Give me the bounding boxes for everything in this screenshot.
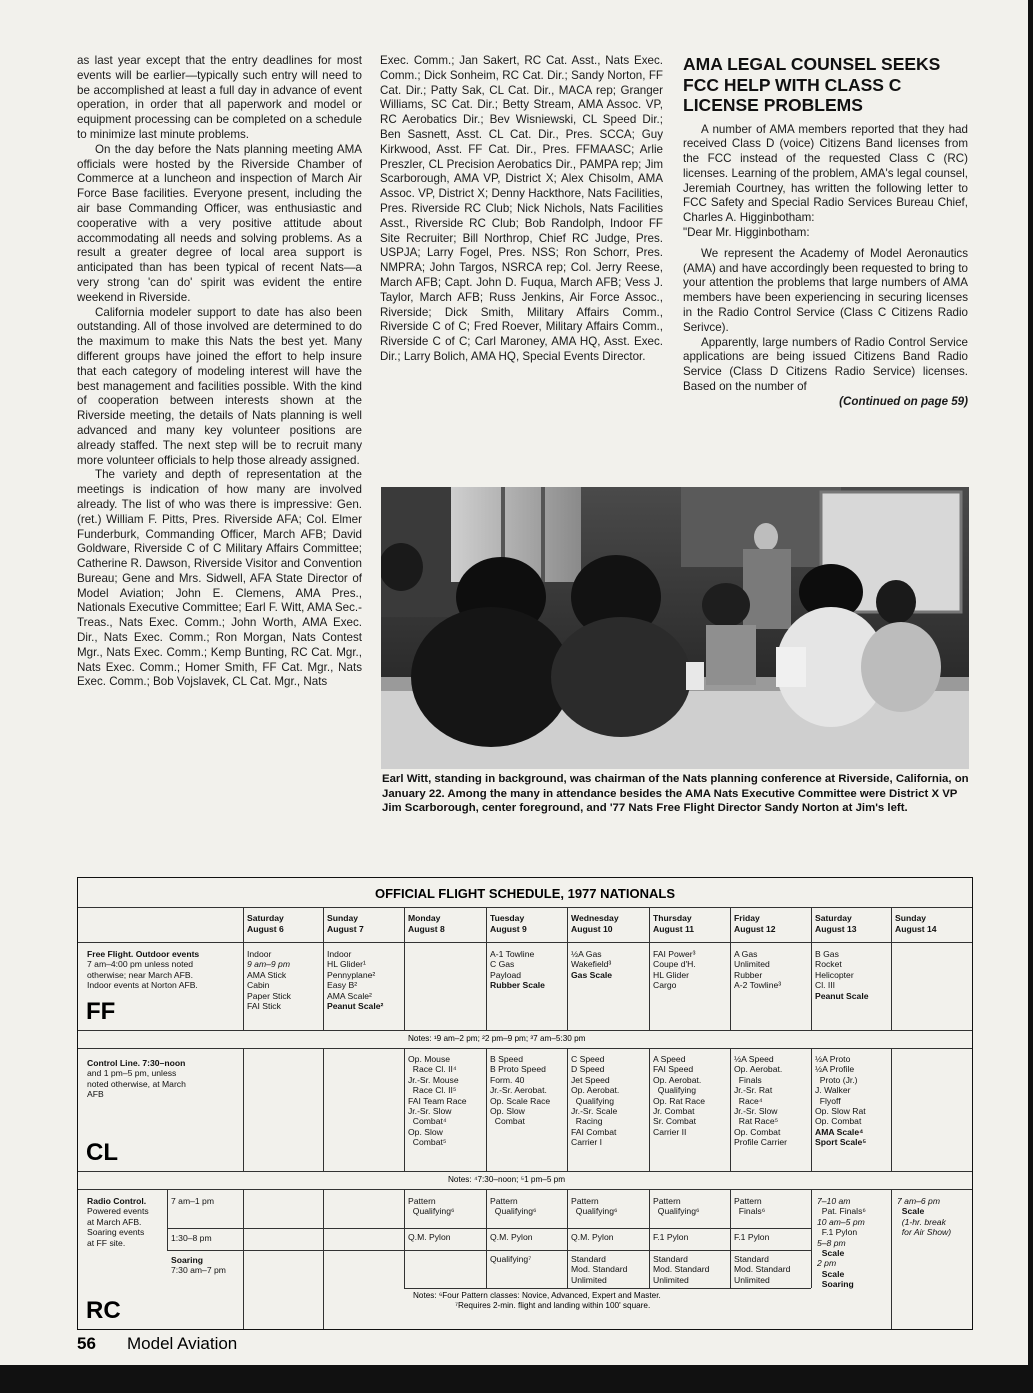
- free-flight-events: [327, 949, 402, 1011]
- cell-line: Op. Aerobat.: [571, 1085, 620, 1096]
- radio-control-events: [490, 1254, 565, 1264]
- magazine-name: Model Aviation: [127, 1334, 238, 1353]
- day-name: Saturday: [815, 913, 852, 923]
- grid-line-vertical: [404, 1189, 405, 1288]
- grid-line-vertical: [567, 907, 568, 1030]
- cell-line: Op. Slow: [408, 1126, 443, 1137]
- grid-line-horizontal: [78, 907, 972, 908]
- radio-control-events: [408, 1232, 484, 1242]
- paragraph: The variety and depth of representation at the meetings is indication of how many are involved already. The list of who was there is impressive: Gen. (ret.) William F. Pitts, Pres. Riverside AFA; Col. Elmer Funderburk, Commanding Officer, March AFB; David Goldware, Riverside C of C Military Affairs Committee; Catherine R. Dawson, Riverside Visitor and Convention Bureau; Gene and Mrs. Sidwell, AFA State Director of Model Aviation; John E. Clemens, AMA Pres., Nationals Executive Committee; Earl F. Witt, AMA Sec.-Treas., Nats Exec. Comm.; John Worth, AMA Exec. Dir., Nats Exec. Comm.; Ron Morgan, Nats Contest Mgr., Nats Exec. Comm.; Kemp Bunting, RC Cat. Mgr., Nats Exec. Comm.; Homer Smith, FF Cat. Mgr., Nats Exec. Comm.; Bob Vojslavek, CL Cat. Mgr., Nats: [77, 468, 362, 689]
- cell-line: Standard: [571, 1254, 606, 1264]
- radio-control-events: [734, 1196, 809, 1217]
- cell-line: FAI Power³: [653, 949, 696, 959]
- photo-image: [381, 487, 969, 769]
- free-flight-events: [653, 949, 728, 991]
- cell-line: Coupe d'H.: [653, 959, 696, 970]
- radio-control-events: [734, 1232, 809, 1242]
- grid-line-vertical: [567, 1189, 568, 1288]
- cell-line: Qualifying⁶: [408, 1206, 455, 1217]
- cell-line: FAI Speed: [653, 1064, 694, 1075]
- cell-line: HL Glider¹: [327, 959, 366, 970]
- cell-line: Finals⁶: [734, 1206, 766, 1217]
- article-column-1: [77, 54, 362, 690]
- cell-line: 10 am–5 pm: [817, 1216, 865, 1227]
- cell-line: Qualifying: [571, 1095, 614, 1106]
- day-header: [571, 913, 647, 934]
- radio-control-events: [490, 1232, 565, 1242]
- radio-control-time: [171, 1196, 241, 1206]
- page-number: 56: [77, 1334, 96, 1353]
- day-name: Saturday: [247, 913, 284, 923]
- grid-line-horizontal: [167, 1250, 811, 1251]
- cell-line: Op. Slow Rat: [815, 1106, 866, 1117]
- day-name: Sunday: [895, 913, 927, 923]
- cell-line: Pattern: [734, 1196, 762, 1206]
- cell-line: Mod. Standard: [734, 1264, 791, 1275]
- flight-schedule-table: [77, 877, 973, 1330]
- cell-line: 2 pm: [817, 1258, 837, 1269]
- cell-line: Pattern: [653, 1196, 681, 1206]
- cell-line: Rocket: [815, 959, 842, 970]
- control-line-events: [734, 1054, 809, 1148]
- radio-control-sat13: [817, 1196, 893, 1290]
- free-flight-events: [247, 949, 321, 1011]
- day-header: [490, 913, 565, 934]
- cell-line: Combat⁴: [408, 1116, 447, 1127]
- cell-line: HL Glider: [653, 969, 689, 980]
- free-flight-events: [815, 949, 889, 1001]
- cell-line: Sr. Combat: [653, 1116, 696, 1127]
- free-flight-events: [490, 949, 565, 991]
- cell-line: 9 am–9 pm: [247, 959, 290, 970]
- cell-line: Helicopter: [815, 969, 854, 980]
- grid-line-vertical: [486, 1189, 487, 1288]
- cell-line: Q.M. Pylon: [490, 1232, 533, 1242]
- photo-caption: Earl Witt, standing in background, was chairman of the Nats planning conference at Riverside, California, on January 22. Among the many in attendance besides the AMA Nats Executive Committee were District X VP Jim Scarborough, center foreground, and '77 Nats Free Flight Director Sandy Norton at Jim's left.: [382, 773, 969, 815]
- free-flight-events: [734, 949, 809, 991]
- cell-line: AMA Stick: [247, 969, 287, 980]
- grid-line-vertical: [649, 907, 650, 1030]
- cell-line: Op. Combat: [815, 1116, 862, 1127]
- grid-line-vertical: [649, 1048, 650, 1171]
- grid-line-vertical: [323, 1048, 324, 1171]
- day-header: [734, 913, 809, 934]
- control-line-label: [87, 1058, 237, 1100]
- cell-line: FAI Combat: [571, 1126, 617, 1137]
- cell-line: Cargo: [653, 980, 677, 991]
- cell-line: 7 am–6 pm: [897, 1196, 940, 1206]
- grid-line-vertical: [811, 1048, 812, 1171]
- radio-control-label: [87, 1196, 167, 1248]
- cell-line: FAI Stick: [247, 1001, 281, 1012]
- cell-line: Wakefield³: [571, 959, 612, 970]
- day-date: August 8: [408, 923, 445, 934]
- cell-line: Finals: [734, 1074, 762, 1085]
- day-date: August 12: [734, 923, 776, 934]
- headline: AMA LEGAL COUNSEL SEEKS FCC HELP WITH CLASS C LICENSE PROBLEMS: [683, 54, 941, 115]
- cell-line: Flyoff: [815, 1095, 841, 1106]
- cell-line: Qualifying⁶: [571, 1206, 618, 1217]
- day-name: Tuesday: [490, 913, 525, 923]
- cell-line: Unlimited: [734, 959, 770, 970]
- grid-line-vertical: [730, 1048, 731, 1171]
- grid-line-vertical: [404, 907, 405, 1030]
- cell-line: AFB: [87, 1089, 104, 1100]
- cell-line: Q.M. Pylon: [408, 1232, 451, 1242]
- schedule-title: OFFICIAL FLIGHT SCHEDULE, 1977 NATIONALS: [375, 886, 675, 901]
- paragraph: "Dear Mr. Higginbotham:: [683, 226, 810, 240]
- day-header: [327, 913, 402, 934]
- day-date: August 13: [815, 923, 857, 934]
- cell-line: J. Walker: [815, 1085, 851, 1096]
- cell-line: Scale: [817, 1248, 845, 1259]
- cell-line: Soaring: [171, 1255, 203, 1265]
- cell-line: Scale: [817, 1268, 845, 1279]
- cell-line: Indoor: [327, 949, 352, 959]
- control-line-events: [815, 1054, 889, 1148]
- article-column-2: [380, 54, 663, 365]
- grid-line-vertical: [486, 907, 487, 1030]
- free-flight-events: [571, 949, 647, 980]
- cell-line: Qualifying⁶: [490, 1206, 537, 1217]
- cell-line: Op. Aerobat.: [653, 1074, 702, 1085]
- cell-line: Standard: [734, 1254, 769, 1264]
- control-line-events: [408, 1054, 484, 1148]
- cell-line: Unlimited: [571, 1274, 607, 1285]
- paragraph: Exec. Comm.; Jan Sakert, RC Cat. Asst., Nats Exec. Comm.; Dick Sonheim, RC Cat. Dir.; Sandy Norton, FF Cat. Dir.; Patty Sak, CL Cat. Dir., MACA rep; Granger Williams, SC Cat. Dir.; Betty Stream, AMA Assoc. VP, RC Aerobatics Dir.; Bev Wisniewski, CL Speed Dir.; Ben Sasnett, Asst. CL Cat. Dir., Pres. SCCA; Guy Kirkwood, Asst. FF Cat. Dir., Pres. FFMAASC; Arlie Preszler, CL Precision Aerobatics Dir., PAMPA rep; Jim Scarborough, AMA VP, District X; Alex Chisolm, AMA Assoc. VP, District X; Denny Hackthore, Nats Facilities, Pres. Riverside RC Club; Nick Nichols, Nats Facilities Asst., Riverside RC Club; Bob Randolph, Indoor FF Site Recruiter; Bill Northrop, Chief RC Judge, Pres. USPJA; Larry Fogel, Pres. NSS; Ron Schorr, Pres. NMPRA; John Targos, NSRCA rep; Col. Jerry Reese, March AFB; Capt. John D. Fuqua, March AFB; Vess J. Taylor, March AFB; Russ Jenkins, Air Force Assoc., Riverside; Dick Smith, Military Affairs Comm., Riverside C of C; Fred Roever, Military Affairs Comm., Riverside C of C; Carl Maroney, AMA HQ, Asst. Exec. Dir.; Larry Bolich, AMA HQ, Special Events Director.: [380, 54, 663, 363]
- grid-line-vertical: [730, 1189, 731, 1288]
- radio-control-events: [408, 1196, 484, 1217]
- cell-line: for Air Show): [897, 1227, 952, 1238]
- cell-line: Jet Speed: [571, 1074, 610, 1085]
- control-line-events: [490, 1054, 565, 1127]
- cell-line: Carrier II: [653, 1126, 687, 1137]
- cell-line: ½A Gas: [571, 949, 602, 959]
- day-date: August 10: [571, 923, 613, 934]
- day-name: Wednesday: [571, 913, 619, 923]
- grid-line-vertical: [811, 1189, 812, 1288]
- cell-line: C Gas: [490, 959, 515, 970]
- control-line-code: CL: [86, 1139, 118, 1166]
- cell-line: 7–10 am: [817, 1196, 851, 1206]
- cell-line: (1-hr. break: [897, 1216, 946, 1227]
- cell-line: at March AFB.: [87, 1216, 142, 1227]
- control-line-notes: Notes: ⁴7:30–noon; ⁵1 pm–5 pm: [448, 1175, 566, 1184]
- radio-control-events: [490, 1196, 565, 1217]
- meeting-photo: [381, 487, 969, 769]
- cell-line: Form. 40: [490, 1074, 525, 1085]
- cell-line: 7:30 am–7 pm: [171, 1265, 226, 1276]
- radio-control-time: [171, 1233, 241, 1243]
- cell-line: Race Cl. II⁴: [408, 1064, 457, 1075]
- cell-line: 7 am–1 pm: [171, 1196, 214, 1206]
- grid-line-horizontal: [78, 1048, 972, 1049]
- cell-line: A-1 Towline: [490, 949, 535, 959]
- grid-line-horizontal: [404, 1288, 811, 1289]
- cell-line: Peanut Scale²: [327, 1001, 384, 1012]
- grid-line-vertical: [567, 1048, 568, 1171]
- cell-line: Control Line. 7:30–noon: [87, 1058, 186, 1068]
- day-date: August 11: [653, 923, 695, 934]
- cell-line: Op. Mouse: [408, 1054, 451, 1064]
- radio-control-events: [653, 1232, 728, 1242]
- cell-line: AMA Scale²: [327, 990, 372, 1001]
- cell-line: Jr.-Sr. Aerobat.: [490, 1085, 547, 1096]
- radio-control-events: [653, 1196, 728, 1217]
- cell-line: B Proto Speed: [490, 1064, 546, 1075]
- cell-line: Pat. Finals⁶: [817, 1206, 866, 1217]
- radio-control-events: [734, 1254, 809, 1285]
- cell-line: Unlimited: [734, 1274, 770, 1285]
- cell-line: F.1 Pylon: [653, 1232, 689, 1242]
- cell-line: Op. Combat: [734, 1126, 781, 1137]
- note-line: Notes: ⁶Four Pattern classes: Novice, Advanced, Expert and Master.: [413, 1291, 661, 1300]
- grid-line-vertical: [323, 907, 324, 1030]
- cell-line: Op. Rat Race: [653, 1095, 706, 1106]
- day-header: [247, 913, 321, 934]
- cell-line: Qualifying⁶: [653, 1206, 700, 1217]
- grid-line-vertical: [167, 1189, 168, 1250]
- cell-line: Mod. Standard: [653, 1264, 710, 1275]
- cell-line: Pattern: [490, 1196, 518, 1206]
- day-name: Monday: [408, 913, 441, 923]
- cell-line: Race Cl. II⁵: [408, 1085, 457, 1096]
- cell-line: Racing: [571, 1116, 603, 1127]
- cell-line: Rubber: [734, 969, 763, 980]
- article-column-3: [683, 54, 968, 410]
- cell-line: 5–8 pm: [817, 1237, 846, 1248]
- cell-line: A-2 Towline³: [734, 980, 782, 991]
- cell-line: Standard: [653, 1254, 688, 1264]
- day-date: August 14: [895, 923, 937, 934]
- grid-line-vertical: [243, 1189, 244, 1329]
- day-date: August 6: [247, 923, 284, 934]
- grid-line-vertical: [891, 1048, 892, 1171]
- radio-control-sun14: [897, 1196, 973, 1238]
- grid-line-vertical: [323, 1189, 324, 1329]
- cell-line: Easy B²: [327, 980, 358, 991]
- free-flight-code: FF: [86, 998, 116, 1025]
- day-date: August 9: [490, 923, 527, 934]
- cell-line: Op. Scale Race: [490, 1095, 551, 1106]
- cell-line: Scale: [897, 1206, 925, 1217]
- paragraph: On the day before the Nats planning meeting AMA officials were hosted by the Riverside Chamber of Commerce at a luncheon and inspection of March Air Force Base facilities. Everyone present, including the air base Commanding Officer, was enthusiastic and cooperative with a very positive attitude about accommodating all needs and solving problems. As a result a greater degree of local area support is anticipated than has been typical of recent Nats—a very strong 'can do' spirit was evident the entire weekend in Riverside.: [77, 142, 362, 304]
- day-header: [408, 913, 484, 934]
- cell-line: Qualifying: [653, 1085, 696, 1096]
- cell-line: Pennyplane²: [327, 969, 376, 980]
- cell-line: Pattern: [408, 1196, 436, 1206]
- cell-line: AMA Scale⁴: [815, 1126, 864, 1137]
- grid-line-vertical: [730, 907, 731, 1030]
- day-header: [895, 913, 970, 934]
- cell-line: Indoor: [247, 949, 272, 959]
- cell-line: Jr. Combat: [653, 1106, 695, 1117]
- cell-line: noted otherwise, at March: [87, 1078, 186, 1089]
- cell-line: F.1 Pylon: [817, 1227, 858, 1238]
- control-line-events: [653, 1054, 728, 1137]
- cell-line: A Gas: [734, 949, 758, 959]
- cell-line: B Gas: [815, 949, 839, 959]
- radio-control-events: [571, 1232, 647, 1242]
- cell-line: Jr.-Sr. Slow: [408, 1106, 452, 1117]
- cell-line: Proto (Jr.): [815, 1074, 858, 1085]
- cell-line: Indoor events at Norton AFB.: [87, 980, 198, 991]
- grid-line-horizontal: [78, 1030, 972, 1031]
- cell-line: Powered events: [87, 1206, 149, 1217]
- grid-line-horizontal: [78, 942, 972, 943]
- paragraph: as last year except that the entry deadlines for most events will be earlier—typically such entry will need to be accomplished at least a full day in advance of event operation, in order that all paperwork and model or equipment processing can be completed on a schedule to minimize last minute problems.: [77, 54, 362, 141]
- cell-line: at FF site.: [87, 1237, 126, 1248]
- cell-line: Rat Race⁵: [734, 1116, 779, 1127]
- grid-line-vertical: [649, 1189, 650, 1288]
- radio-control-notes: [413, 1291, 803, 1311]
- day-name: Friday: [734, 913, 760, 923]
- day-name: Thursday: [653, 913, 692, 923]
- cell-line: Peanut Scale: [815, 990, 869, 1001]
- cell-line: FAI Team Race: [408, 1095, 467, 1106]
- paragraph: A number of AMA members reported that they had received Class D (voice) Citizens Band licenses from the FCC instead of the requested Class C (RC) licenses. Learning of the problem, AMA's legal counsel, Jeremiah Courtney, has written the following letter to FCC Safety and Special Radio Services Bureau Chief, Charles A. Higginbotham:: [683, 122, 968, 225]
- cell-line: Combat⁵: [408, 1137, 447, 1148]
- cell-line: ½A Speed: [734, 1054, 774, 1064]
- radio-control-code: RC: [86, 1297, 121, 1324]
- cell-line: Radio Control.: [87, 1196, 147, 1206]
- radio-control-events: [571, 1196, 647, 1217]
- cell-line: Soaring: [817, 1279, 854, 1290]
- cell-line: Paper Stick: [247, 990, 291, 1001]
- cell-line: Rubber Scale: [490, 980, 545, 991]
- paragraph: California modeler support to date has also been outstanding. All of those involved are determined to do the maximum to make this Nats the best yet. Many different groups have joined the effort to help insure that each category of modeling interest will have the best management and facilities possible. With the kind of cooperation between interests shown at the Riverside meeting, the details of Nats planning is well advanced and many key volunteer positions are already staffed. The next step will be to recruit many more volunteer officials to help those already assigned.: [77, 305, 362, 467]
- cell-line: Sport Scale⁵: [815, 1137, 867, 1148]
- radio-control-events: [653, 1254, 728, 1285]
- paragraph: Apparently, large numbers of Radio Control Service applications are being issued Citizens Band Radio Service (Class D Citizens Radio Service) licenses. Based on the number of: [683, 335, 968, 394]
- cell-line: ½A Proto: [815, 1054, 851, 1064]
- radio-control-events: [571, 1254, 647, 1285]
- cell-line: 7 am–4:00 pm unless noted: [87, 959, 194, 970]
- cell-line: Pattern: [571, 1196, 599, 1206]
- grid-line-vertical: [811, 907, 812, 1030]
- cell-line: otherwise; near March AFB.: [87, 969, 194, 980]
- grid-line-vertical: [404, 1048, 405, 1171]
- radio-control-time: [171, 1255, 241, 1276]
- grid-line-horizontal: [78, 1189, 972, 1190]
- grid-line-vertical: [243, 1048, 244, 1171]
- cell-line: ½A Profile: [815, 1064, 855, 1075]
- cell-line: Profile Carrier: [734, 1137, 788, 1148]
- cell-line: F.1 Pylon: [734, 1232, 770, 1242]
- cell-line: Op. Slow: [490, 1106, 525, 1117]
- cell-line: Combat: [490, 1116, 525, 1127]
- cell-line: Jr.-Sr. Slow: [734, 1106, 778, 1117]
- free-flight-notes: Notes: ¹9 am–2 pm; ²2 pm–9 pm; ³7 am–5:30 pm: [408, 1034, 586, 1043]
- control-line-events: [571, 1054, 647, 1148]
- cell-line: Unlimited: [653, 1274, 689, 1285]
- day-header: [815, 913, 889, 934]
- cell-line: Jr.-Sr. Scale: [571, 1106, 618, 1117]
- day-name: Sunday: [327, 913, 359, 923]
- cell-line: Jr.-Sr. Rat: [734, 1085, 773, 1096]
- cell-line: Jr.-Sr. Mouse: [408, 1074, 459, 1085]
- cell-line: Q.M. Pylon: [571, 1232, 614, 1242]
- grid-line-vertical: [486, 1048, 487, 1171]
- cell-line: Mod. Standard: [571, 1264, 628, 1275]
- cell-line: Soaring events: [87, 1227, 145, 1238]
- cell-line: Qualifying⁷: [490, 1254, 532, 1264]
- cell-line: C Speed: [571, 1054, 605, 1064]
- day-header: [653, 913, 728, 934]
- grid-line-horizontal: [167, 1228, 811, 1229]
- grid-line-vertical: [891, 907, 892, 1030]
- cell-line: Race⁴: [734, 1095, 763, 1106]
- paragraph: We represent the Academy of Model Aeronautics (AMA) and have accordingly been requested to bring to your attention the problems that large numbers of AMA members have been experiencing in securing licenses in the Radio Control Service (Class C Citizens Radio Serivce).: [683, 246, 968, 334]
- cell-line: Payload: [490, 969, 522, 980]
- grid-line-vertical: [243, 907, 244, 1030]
- cell-line: A Speed: [653, 1054, 686, 1064]
- grid-line-vertical: [891, 1288, 892, 1329]
- free-flight-label: [87, 949, 237, 991]
- continued-note: (Continued on page 59): [839, 394, 968, 408]
- cell-line: Carrier I: [571, 1137, 603, 1148]
- cell-line: Cabin: [247, 980, 270, 991]
- cell-line: Gas Scale: [571, 969, 613, 980]
- cell-line: 1:30–8 pm: [171, 1233, 212, 1243]
- cell-line: Free Flight. Outdoor events: [87, 949, 200, 959]
- cell-line: B Speed: [490, 1054, 523, 1064]
- cell-line: and 1 pm–5 pm, unless: [87, 1068, 177, 1079]
- grid-line-horizontal: [78, 1171, 972, 1172]
- cell-line: D Speed: [571, 1064, 605, 1075]
- cell-line: Op. Aerobat.: [734, 1064, 783, 1075]
- cell-line: Cl. III: [815, 980, 836, 991]
- note-line: ⁷Requires 2-min. flight and landing within 100' square.: [455, 1301, 651, 1310]
- day-date: August 7: [327, 923, 364, 934]
